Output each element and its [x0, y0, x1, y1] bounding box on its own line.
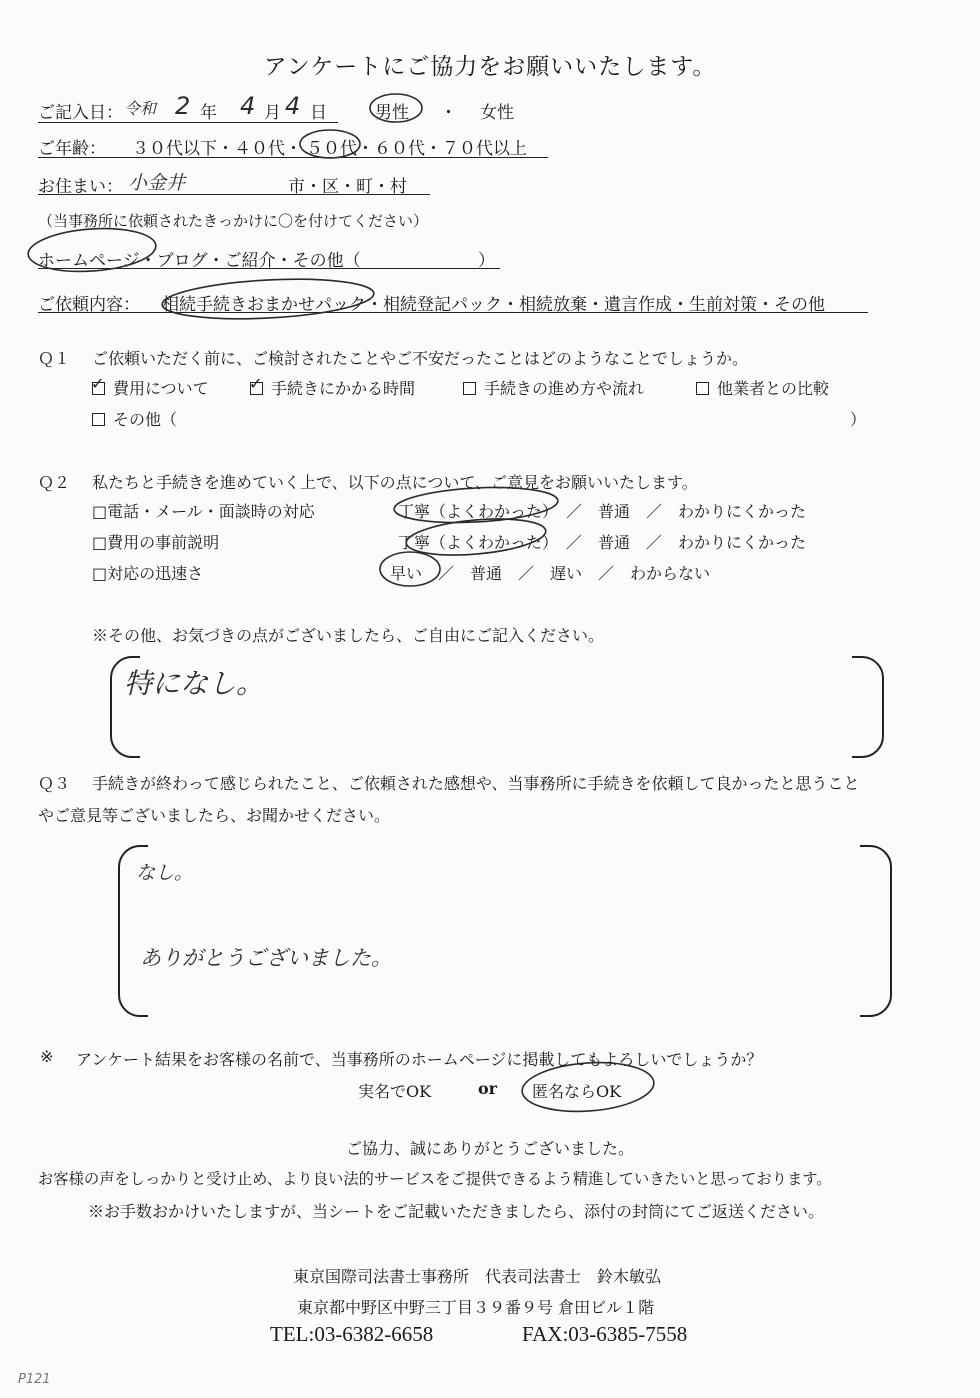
q3-question-line1: 手続きが終わって感じられたこと、ご依頼された感想や、当事務所に手続きを依頼して良かったと思うこと — [92, 774, 860, 793]
q2-note: ※その他、お気づきの点がございましたら、ご自由にご記入ください。 — [92, 626, 605, 645]
q2-comment-text: 特になし。 — [124, 667, 265, 700]
publish-option-anonymous[interactable]: 匿名ならOK — [532, 1082, 622, 1101]
entry-date-year-unit: 年 — [200, 103, 217, 123]
closing-thanks: ご協力、誠にありがとうございました。 — [345, 1139, 634, 1158]
publish-question: アンケート結果をお客様の名前で、当事務所のホームページに掲載してもよろしいでしょうか？ — [76, 1050, 763, 1069]
circle-mark-anonymous — [520, 1058, 655, 1115]
entry-date-year: 2 — [175, 92, 191, 120]
entry-date-era: 令和 — [124, 99, 157, 118]
age-options-old: ・６０代・７０代以上 — [357, 139, 527, 159]
request-label: ご依頼内容： — [38, 295, 140, 315]
q3-question-line2: やご意見等ございましたら、お聞かせください。 — [38, 806, 391, 825]
address-suffix: 市・区・町・村 — [288, 177, 407, 197]
q2-number: Ｑ２ — [38, 473, 71, 492]
gender-female: 女性 — [480, 103, 514, 123]
age-options-young: ３０代以下・４０代・ — [132, 139, 302, 159]
circle-mark-homepage — [27, 225, 158, 276]
entry-date-day-unit: 日 — [310, 103, 327, 123]
q1-option-other[interactable]: その他（ — [92, 407, 177, 430]
page-title: アンケートにご協力をお願いいたします。 — [263, 54, 717, 80]
q2-row-fee-label: □費用の事前説明 — [92, 533, 220, 552]
publish-option-real-name[interactable]: 実名でOK — [358, 1082, 432, 1101]
q3-number: Ｑ３ — [38, 774, 71, 793]
q3-comment-line2: ありがとうございました。 — [140, 946, 392, 970]
check-mark-icon: ✓ — [249, 374, 263, 393]
circle-mark-fast — [380, 552, 440, 586]
footer-office: 東京国際司法書士事務所 代表司法書士 鈴木敏弘 — [293, 1267, 662, 1286]
entry-date-month-unit: 月 — [264, 103, 281, 123]
circle-mark-50s — [300, 130, 360, 158]
q1-option-compare[interactable]: 他業者との比較 — [696, 376, 829, 399]
q1-number: Ｑ１ — [38, 349, 71, 368]
check-mark-icon: ✓ — [91, 374, 105, 393]
entry-date-day: 4 — [285, 92, 301, 120]
q1-other-close-paren: ） — [850, 410, 867, 429]
q1-question: ご依頼いただく前に、ご検討されたことやご不安だったことはどのようなことでしょうか。 — [92, 349, 749, 368]
request-options: 相続手続きおまかせパック・相続登記パック・相続放棄・遺言作成・生前対策・その他 — [162, 295, 825, 315]
q2-question: 私たちと手続きを進めていく上で、以下の点について、ご意見をお願いいたします。 — [92, 473, 698, 492]
gender-separator: ・ — [440, 103, 457, 123]
q2-row-speed-choices[interactable]: 早い ／ 普通 ／ 遅い ／ わからない — [390, 564, 711, 583]
circle-mark-inheritance-pack — [161, 274, 375, 323]
gender-male: 男性 — [375, 103, 409, 123]
publish-or: or — [478, 1079, 498, 1098]
page-stamp: P121 — [18, 1372, 51, 1387]
q2-row-speed-label: □対応の迅速さ — [92, 564, 204, 583]
publish-mark: ※ — [40, 1047, 54, 1066]
age-option-50s: ５０代 — [306, 139, 357, 159]
q1-option-cost[interactable]: ✓ 費用について — [91, 374, 209, 398]
address-label: お住まい： — [38, 177, 123, 197]
address-value: 小金井 — [128, 172, 186, 194]
closing-message: お客様の声をしっかりと受け止め、より良い法的サービスをご提供できるよう精進していきたいと思っております。 — [38, 1170, 832, 1188]
q1-option-time[interactable]: ✓ 手続きにかかる時間 — [249, 374, 416, 398]
footer-address: 東京都中野区中野三丁目３９番９号 倉田ビル１階 — [297, 1298, 655, 1317]
entry-date-label: ご記入日： — [38, 103, 123, 123]
closing-return-note: ※お手数おかけいたしますが、当シートをご記載いただきましたら、添付の封筒にてご返送ください。 — [88, 1202, 825, 1221]
age-label: ご年齢： — [38, 139, 106, 159]
q2-row-contact-label: □電話・メール・面談時の対応 — [92, 502, 315, 521]
footer-fax: FAX:03-6385-7558 — [522, 1322, 688, 1346]
q1-option-process[interactable]: 手続きの進め方や流れ — [463, 376, 644, 399]
trigger-close-paren: ） — [478, 251, 495, 271]
circle-mark-male — [370, 94, 422, 122]
trigger-instruction: （当事務所に依頼されたきっかけに〇を付けてください） — [38, 212, 429, 230]
footer-tel: TEL:03-6382-6658 — [270, 1322, 434, 1346]
q2-row-contact-choices[interactable]: 丁寧（よくわかった） ／ 普通 ／ わかりにくかった — [398, 502, 807, 521]
q3-comment-line1: なし。 — [136, 862, 194, 884]
q2-row-fee-choices[interactable]: 丁寧（よくわかった） ／ 普通 ／ わかりにくかった — [398, 533, 807, 552]
entry-date-month: 4 — [240, 92, 256, 120]
trigger-options: ホームページ・ブログ・ご紹介・その他（ — [38, 251, 361, 271]
